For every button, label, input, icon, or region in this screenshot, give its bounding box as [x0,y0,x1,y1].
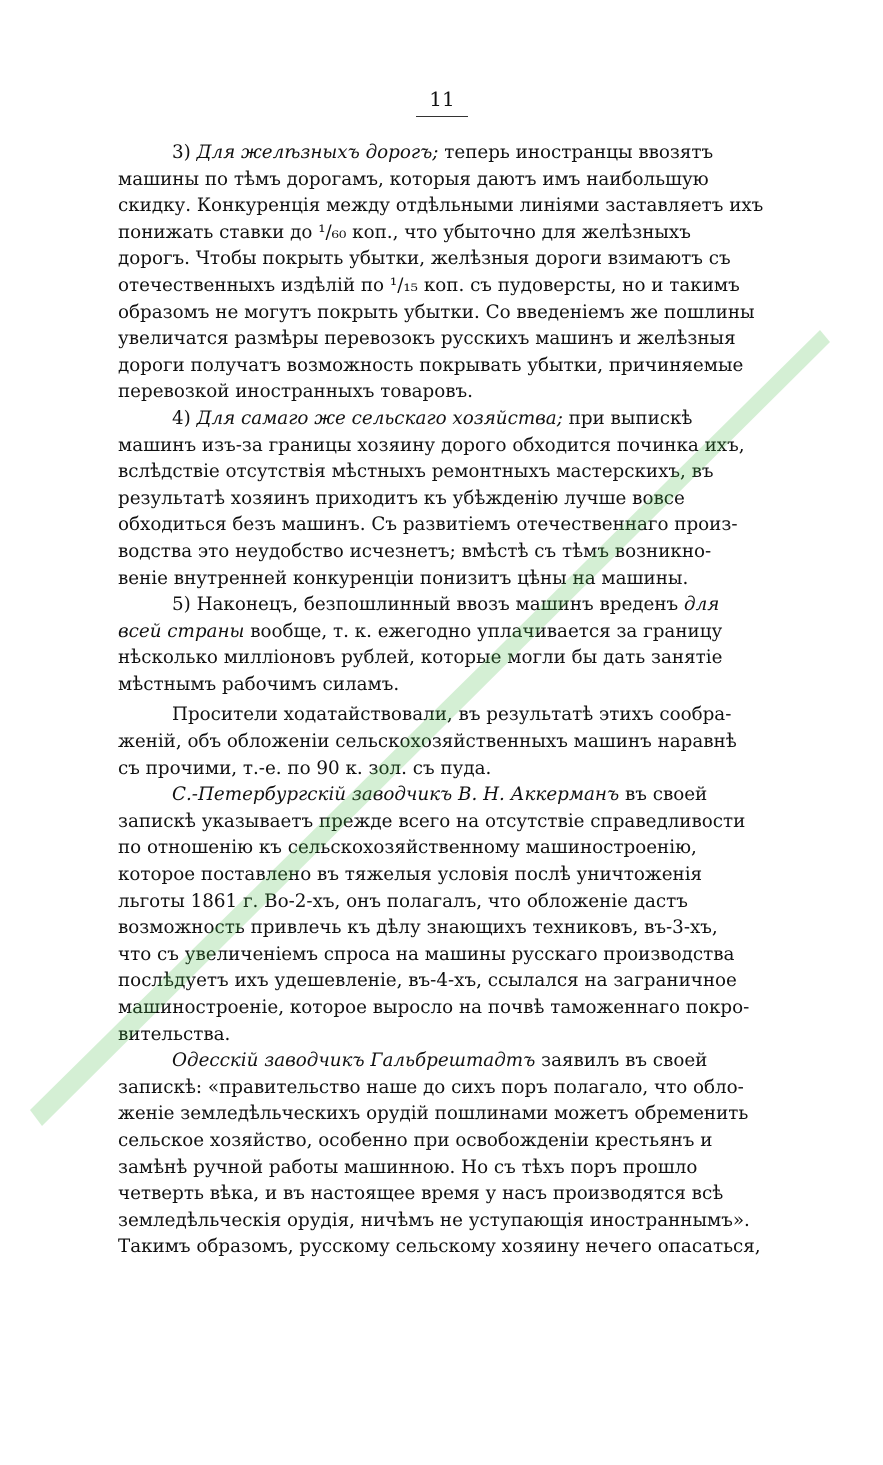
text-run: веніе внутренней конкуренціи понизитъ цѣны на машины. [118,567,689,589]
text-run: 3) [172,142,197,163]
text-run: Такимъ образомъ, русскому сельскому хозяину нечего опасаться, [118,1236,761,1258]
italic-text: С.-Петербургскій заводчикъ В. Н. Аккерманъ [172,784,620,806]
text-run: замѣнѣ ручной работы машинною. Но съ тѣхъ поръ прошло [118,1156,698,1178]
text-run: заявилъ въ своей [535,1050,708,1072]
text-run: результатѣ хозяинъ приходитъ къ убѣжденію лучше вовсе [118,487,685,509]
text-line [118,995,768,1022]
text-run: вительства. [118,1023,231,1045]
text-line [118,645,768,672]
text-line [118,1234,768,1261]
text-run: водства это неудобство исчезнетъ; вмѣстѣ съ тѣмъ возникно- [118,540,712,562]
text-run: отечественныхъ издѣлій по ¹/₁₅ коп. съ пудоверсты, но и такимъ [118,274,740,296]
text-line [118,1208,768,1235]
text-line [118,326,768,353]
text-line [118,862,768,889]
text-line [118,915,768,942]
text-run: запискѣ указываетъ прежде всего на отсутствіе справедливости [118,810,746,832]
text-run: мѣстнымъ рабочимъ силамъ. [118,673,400,695]
text-line [118,809,768,836]
text-line [118,835,768,862]
text-line [118,756,768,783]
text-line [118,140,768,167]
text-run: увеличатся размѣры перевозокъ русскихъ машинъ и желѣзныя [118,328,736,350]
text-run: женій, объ обложеніи сельскохозяйственныхъ машинъ наравнѣ [118,731,737,753]
text-line [118,273,768,300]
text-run: по отношенію къ сельскохозяйственному машиностроенію, [118,837,697,859]
text-line [118,220,768,247]
text-run: вообще, т. к. ежегодно уплачивается за границу [244,620,723,642]
text-run: возможность привлечь къ дѣлу знающихъ техниковъ, въ-3-хъ, [118,917,718,939]
italic-text: Для самаго же сельскаго хозяйства; [196,407,563,429]
text-run: образомъ не могутъ покрыть убытки. Со введеніемъ же пошлины [118,301,755,323]
text-run: скидку. Конкуренція между отдѣльными линіями заставляетъ ихъ [118,195,764,217]
text-run: при выпискѣ [562,407,693,429]
italic-text: для [684,594,720,616]
text-run: обходиться безъ машинъ. Съ развитіемъ отечественнаго произ- [118,514,738,536]
text-run: запискѣ: «правительство наше до сихъ поръ полагало, что обло- [118,1076,744,1098]
text-run: нѣсколько милліоновъ рублей, которые могли бы дать занятіе [118,647,723,669]
text-line [118,1155,768,1182]
text-run: четверть вѣка, и въ настоящее время у насъ производятся всѣ [118,1183,724,1205]
text-run: 5) Наконецъ, безпошлинный ввозъ машинъ вреденъ [172,594,684,616]
text-line [118,379,768,406]
text-run: машиностроеніе, которое выросло на почвѣ таможеннаго покро- [118,997,750,1018]
text-run: въ своей [619,784,708,806]
text-line [118,1075,768,1102]
text-run: дороги получатъ возможность покрывать убытки, причиняемые [118,354,744,376]
text-line [118,729,768,756]
text-line [118,300,768,327]
text-line [118,1101,768,1128]
text-line [118,619,768,646]
italic-text: Для желѣзныхъ дорогъ; [196,142,439,163]
text-line [118,246,768,273]
text-run: земледѣльческія орудія, ничѣмъ не уступающія иностраннымъ». [118,1209,750,1231]
text-line [118,167,768,194]
text-line [118,486,768,513]
text-line [118,942,768,969]
text-line [118,1128,768,1155]
text-line [118,433,768,460]
italic-text: всей страны [118,620,245,642]
text-run: теперь иностранцы ввозятъ [438,142,714,163]
text-line [118,702,768,729]
body-text [118,140,768,1261]
text-line [118,592,768,619]
text-line [118,353,768,380]
text-run: сельское хозяйство, особенно при освобожденіи крестьянъ и [118,1129,713,1151]
text-run: машинъ изъ-за границы хозяину дорого обходится починка ихъ, [118,434,745,456]
text-line [118,968,768,995]
text-run: льготы 1861 г. Во-2-хъ, онъ полагалъ, что обложеніе дастъ [118,890,688,912]
text-line [118,1022,768,1049]
italic-text: Одесскій заводчикъ Гальбрештадтъ [172,1050,536,1072]
text-run: которое поставлено въ тяжелыя условія послѣ уничтоженія [118,864,703,886]
text-line [118,782,768,809]
text-line [118,539,768,566]
text-line [118,566,768,593]
text-line [118,672,768,699]
text-run: перевозкой иностранныхъ товаровъ. [118,381,473,403]
text-run: Просители ходатайствовали, въ результатѣ этихъ сообра- [172,704,732,726]
text-run: послѣдуетъ ихъ удешевленіе, въ-4-хъ, ссылался на заграничное [118,970,737,992]
text-line [118,512,768,539]
page-number-rule [416,116,468,117]
text-line [118,889,768,916]
text-run: съ прочими, т.-е. по 90 к. зол. съ пуда. [118,757,492,779]
text-line [118,1181,768,1208]
text-run: что съ увеличеніемъ спроса на машины русскаго производства [118,943,735,965]
text-run: машины по тѣмъ дорогамъ, которыя даютъ имъ наибольшую [118,168,709,190]
text-line [118,459,768,486]
text-run: дорогъ. Чтобы покрыть убытки, желѣзныя дороги взимаютъ съ [118,248,731,270]
text-line [118,406,768,433]
text-run: женіе земледѣльческихъ орудій пошлинами можетъ обременить [118,1103,749,1125]
text-run: вслѣдствіе отсутствія мѣстныхъ ремонтныхъ мастерскихъ, въ [118,461,714,483]
text-run: 4) [172,407,197,429]
text-run: понижать ставки до ¹/₆₀ коп., что убыточно для желѣзныхъ [118,221,691,243]
text-line [118,1048,768,1075]
page-number: 11 [429,87,455,111]
text-line [118,193,768,220]
